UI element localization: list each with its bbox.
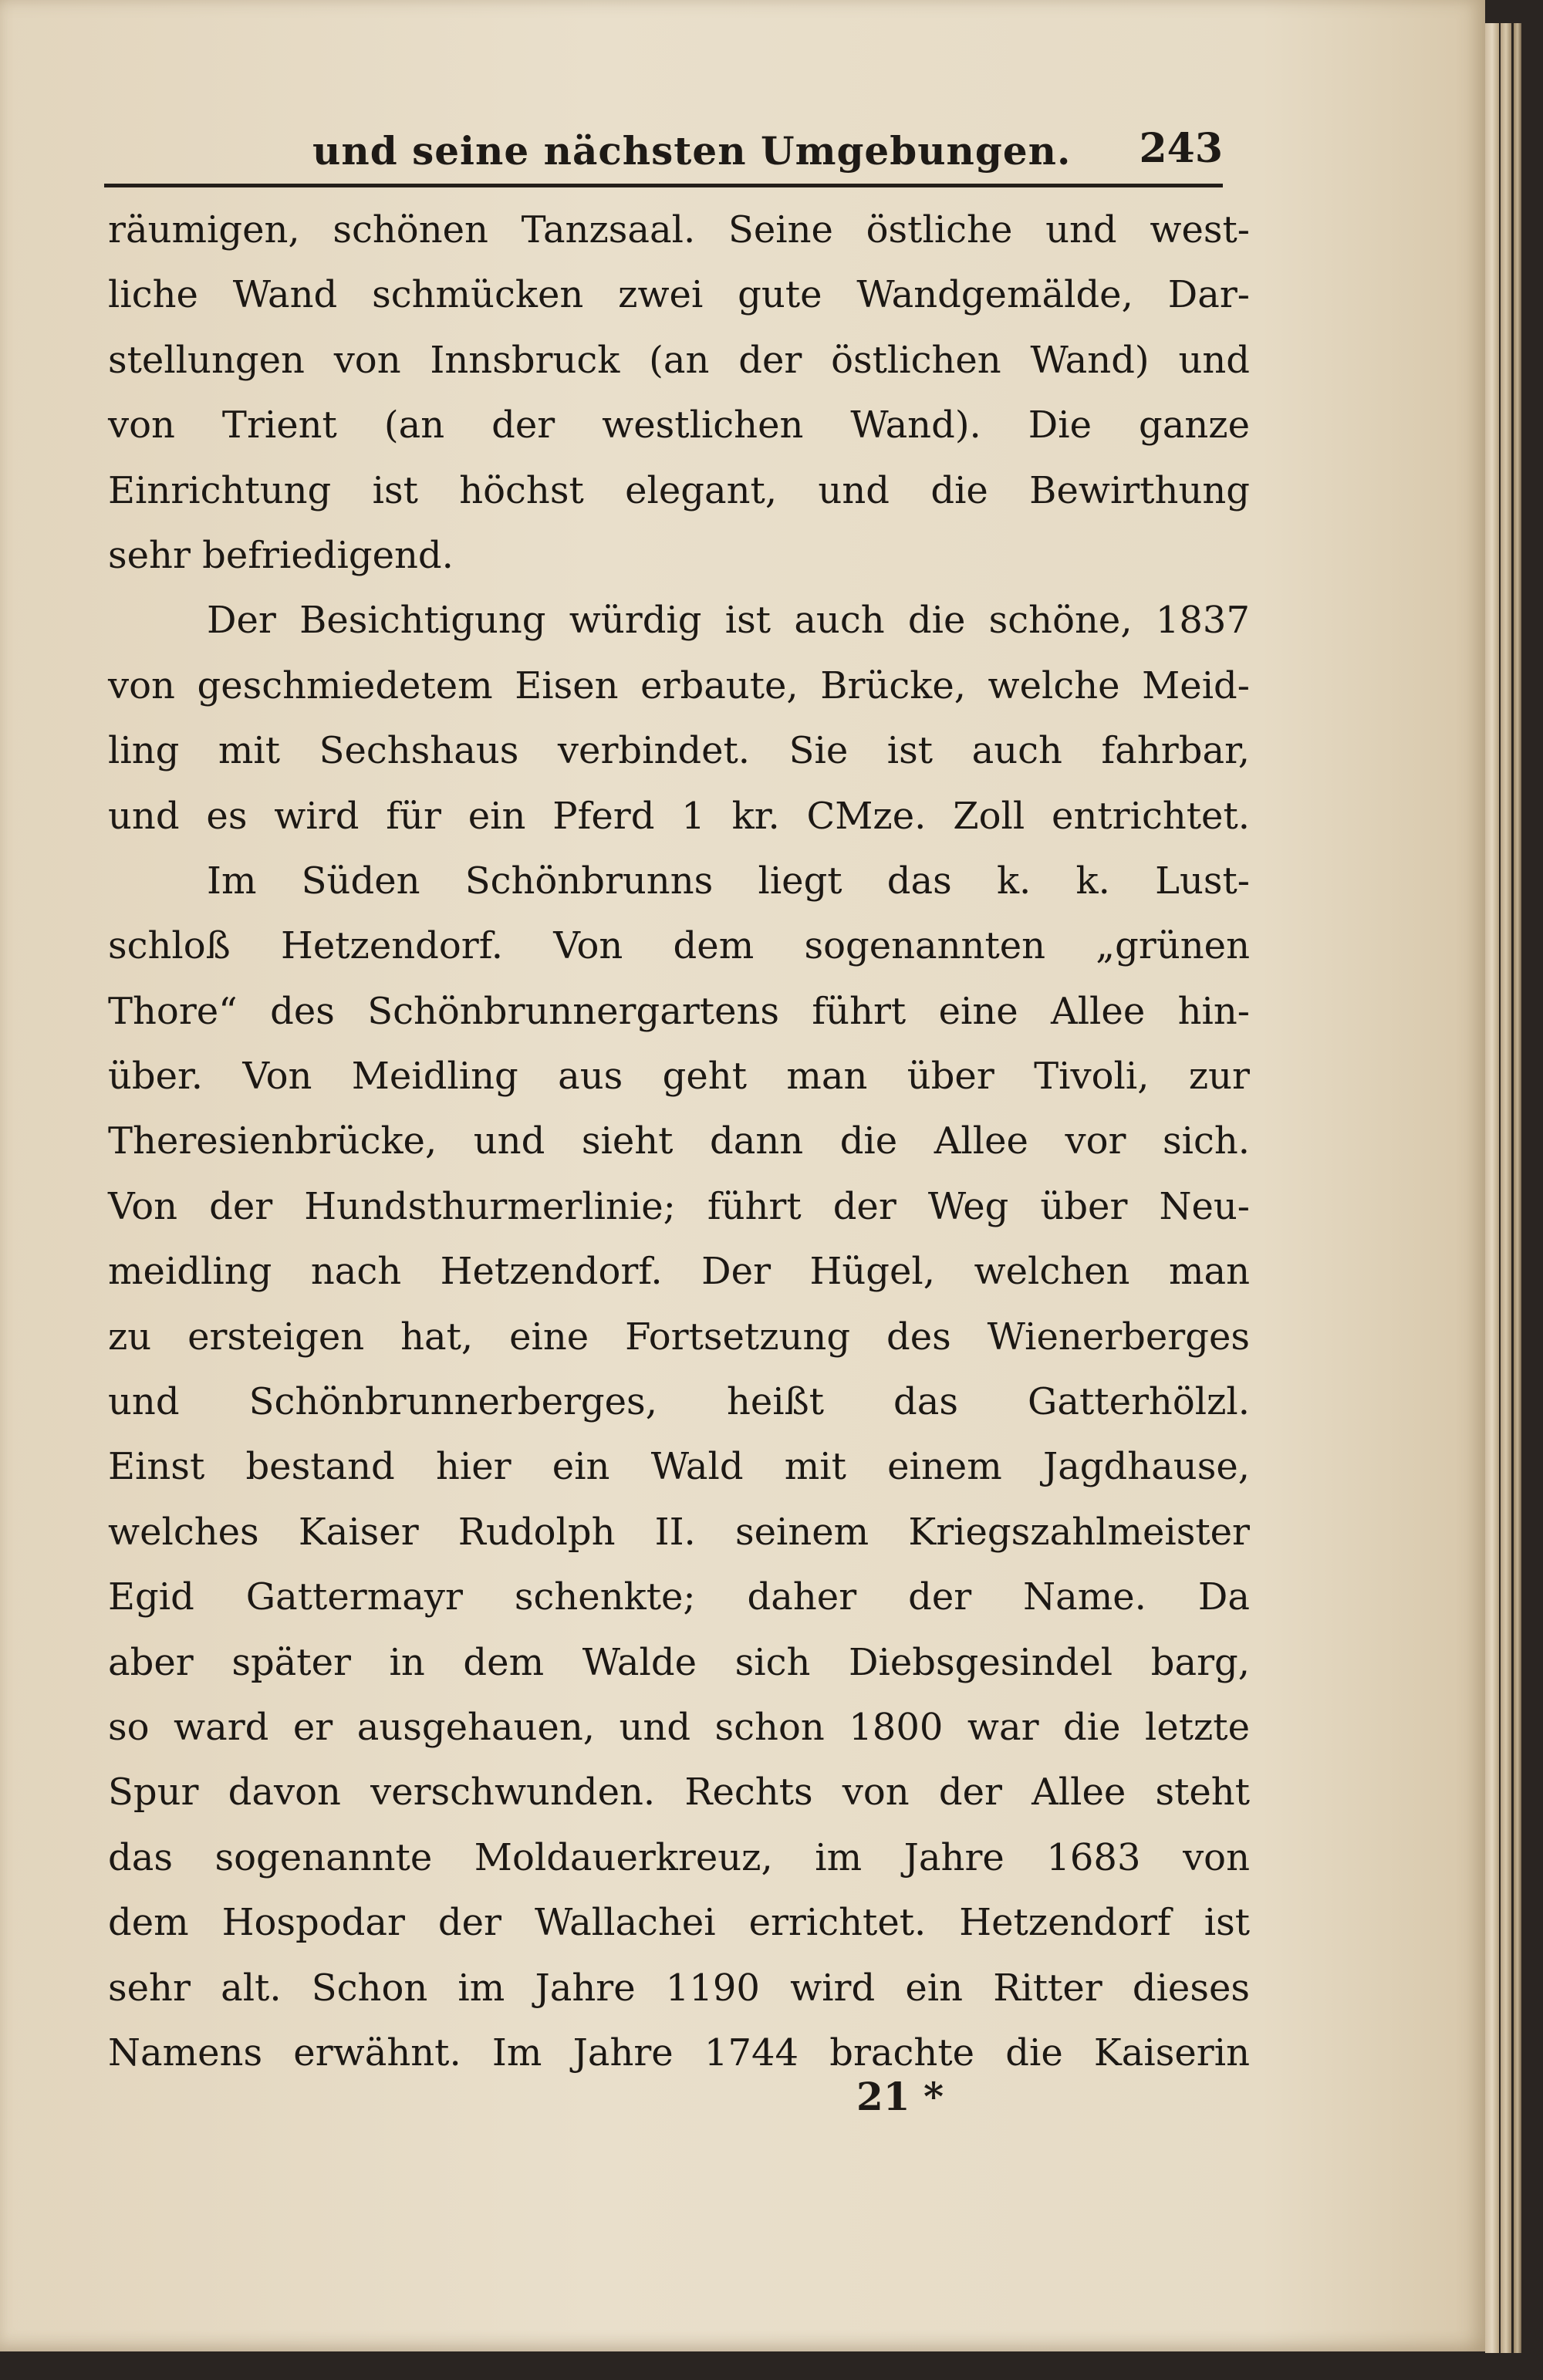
text-line: von Trient (an der westlichen Wand). Die ganze [108, 403, 1250, 447]
body-text [108, 197, 1250, 2085]
header-rule [104, 184, 1223, 187]
text-line: von geschmiedetem Eisen erbaute, Brücke, welche Meid- [108, 663, 1250, 707]
text-line: Im Süden Schönbrunns liegt das k. k. Lust- [207, 859, 1250, 903]
text-line: zu ersteigen hat, eine Fortsetzung des Wienerberges [108, 1315, 1250, 1359]
text-line: sehr alt. Schon im Jahre 1190 wird ein Ritter dieses [108, 1966, 1250, 2010]
text-line: meidling nach Hetzendorf. Der Hügel, welchen man [108, 1250, 1250, 1294]
page-edge [1514, 23, 1521, 2353]
page-header [104, 125, 1223, 182]
text-line: so ward er ausgehauen, und schon 1800 war die letzte [108, 1705, 1250, 1749]
text-line: ling mit Sechshaus verbindet. Sie ist auch fahrbar, [108, 729, 1250, 773]
text-line: und Schönbrunnerberges, heißt das Gatterhölzl. [108, 1380, 1250, 1424]
text-line: Egid Gattermayr schenkte; daher der Name. Da [108, 1575, 1250, 1619]
text-line: welches Kaiser Rudolph II. seinem Kriegszahlmeister [108, 1510, 1250, 1554]
text-line: das sogenannte Moldauerkreuz, im Jahre 1683 von [108, 1835, 1250, 1879]
signature-mark: 21 * [856, 2074, 944, 2119]
text-line: Einrichtung ist höchst elegant, und die Bewirthung [108, 468, 1250, 512]
text-line: dem Hospodar der Wallachei errichtet. Hetzendorf ist [108, 1901, 1250, 1945]
page-number: 243 [1139, 125, 1223, 172]
text-line: Theresienbrücke, und sieht dann die Allee vor sich. [108, 1119, 1250, 1163]
text-line: stellungen von Innsbruck (an der östlichen Wand) und [108, 338, 1250, 382]
page-edge [1485, 23, 1499, 2353]
running-head: und seine nächsten Umgebungen. [312, 128, 1072, 174]
page-edge [1501, 23, 1511, 2353]
text-line: Thore“ des Schönbrunnergartens führt eine Allee hin- [108, 989, 1250, 1033]
text-line: Spur davon verschwunden. Rechts von der Allee steht [108, 1771, 1250, 1815]
text-line: und es wird für ein Pferd 1 kr. CMze. Zoll entrichtet. [108, 794, 1250, 838]
text-line: Von der Hundsthurmerlinie; führt der Weg über Neu- [108, 1184, 1250, 1228]
text-line: räumigen, schönen Tanzsaal. Seine östliche und west- [108, 208, 1250, 252]
text-line: Einst bestand hier ein Wald mit einem Jagdhause, [108, 1445, 1250, 1489]
text-line: Namens erwähnt. Im Jahre 1744 brachte die Kaiserin [108, 2031, 1250, 2074]
text-line: Der Besichtigung würdig ist auch die schöne, 1837 [207, 599, 1250, 643]
text-line: schloß Hetzendorf. Von dem sogenannten „grünen [108, 924, 1250, 968]
text-line: über. Von Meidling aus geht man über Tivoli, zur [108, 1055, 1250, 1099]
text-line: aber später in dem Walde sich Diebsgesindel barg, [108, 1640, 1250, 1684]
text-line: liche Wand schmücken zwei gute Wandgemälde, Dar- [108, 273, 1250, 317]
text-line: sehr befriedigend. [108, 533, 454, 577]
